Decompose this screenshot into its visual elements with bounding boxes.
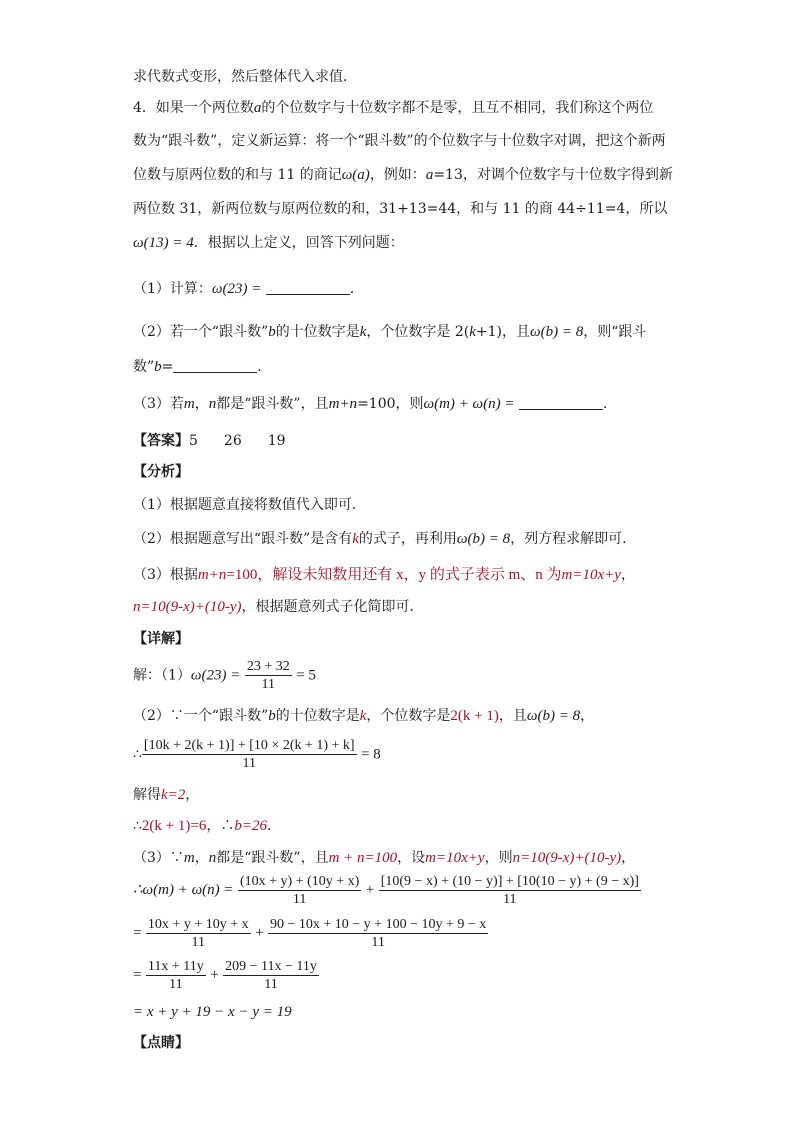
problem-line-2: 数为“跟斗数”，定义新运算：将一个“跟斗数”的个位数字与十位数字对调，把这个新两: [133, 133, 666, 149]
answer-blank-3[interactable]: [519, 395, 603, 410]
problem-number: 4．: [133, 100, 156, 116]
detail-step-3: ∴ $\frac{[10k + 2(k + 1)] + [10 \times 2(k + 1) + k]}{11}$ = 8: [133, 738, 381, 771]
answer-value-1: 5: [189, 433, 198, 449]
question-3: （3）若m，n都是“跟斗数”，且m+n=100，则ω(m) + ω(n) = ．: [133, 396, 617, 412]
fraction: $\frac{90 - 10x + 10 - y + 100 - 10y + 9 - x}{11}$: [269, 916, 487, 950]
question-1: （1）计算：ω(23) = ．: [133, 281, 364, 297]
analysis-line-2: （2）根据题意写出“跟斗数”是含有k的式子，再利用ω(b) = 8，列方程求解即可．: [133, 531, 637, 547]
fraction: $\frac{(10x + y) + (10y + x)}{11}$: [240, 873, 360, 907]
fraction: $\frac{[10(9 - x) + (10 - y)] + [10(10 - y) + (9 - x)]}{11}$: [380, 873, 639, 907]
detail-step-4: 解得k=2，: [133, 787, 200, 803]
analysis-line-3: （3）根据m+n=100，解设未知数用还有 x，y 的式子表示 m、n 为m=10x+y，: [133, 567, 635, 583]
intro-tail: 求代数式变形，然后整体代入求值．: [133, 69, 357, 85]
question-2-line-2: 数”b= ．: [133, 359, 272, 375]
problem-line-1: 4．如果一个两位数a的个位数字与十位数字都不是零，且互不相同，我们称这个两位: [133, 100, 654, 116]
detail-step-1: 解：（1）ω(23) = $\frac{23 + 32}{11}$ = 5: [133, 659, 316, 692]
fraction: $\frac{10x + y + 10y + x}{11}$: [147, 916, 249, 950]
fraction: $\frac{209 - 11x - 11y}{11}$: [225, 958, 317, 992]
analysis-line-4: n=10(9-x)+(10-y)，根据题意列式子化简即可．: [133, 599, 424, 615]
detail-step-7: ∴ω(m) + ω(n) = $\frac{(10x + y) + (10y + x)}{11}$ + $\frac{[10(9 - x) + (10 - y)] + [10(10 - y) + (9 - x)]}{11}$: [133, 873, 639, 907]
fraction: $\frac{11x + 11y}{11}$: [147, 958, 204, 992]
detail-step-6: （3）∵m，n都是“跟斗数”，且m + n=100，设m=10x+y，则n=10(9-x)+(10-y)，: [133, 850, 636, 866]
answer-value-3: 19: [267, 433, 286, 449]
problem-line-3: 位数与原两位数的和与 11 的商记ω(a)，例如：a=13，对调个位数字与十位数字得到新: [133, 167, 673, 183]
fraction: $\frac{[10k + 2(k + 1)] + [10 \times 2(k + 1) + k]}{11}$: [143, 738, 355, 771]
question-2: （2）若一个“跟斗数”b的十位数字是k，个位数字是 2(k+1)，且ω(b) = 8，则“跟斗: [133, 324, 647, 340]
analysis-label: 【分析】: [133, 464, 189, 480]
detail-step-5: ∴2(k + 1)=6，∴b=26．: [133, 818, 281, 834]
answer-value-2: 26: [223, 433, 242, 449]
detail-label: 【详解】: [133, 631, 189, 647]
detail-step-10: = x + y + 19 − x − y = 19: [133, 1004, 292, 1020]
answer-blank-1[interactable]: [266, 280, 350, 295]
fraction: $\frac{23 + 32}{11}$: [246, 659, 290, 692]
analysis-line-1: （1）根据题意直接将数值代入即可．: [133, 497, 366, 513]
detail-step-2: （2）∵一个“跟斗数”b的十位数字是k，个位数字是2(k + 1)，且ω(b) = 8，: [133, 708, 595, 724]
detail-step-8: = $\frac{10x + y + 10y + x}{11}$ + $\frac{90 - 10x + 10 - y + 100 - 10y + 9 - x}{11}$: [133, 916, 487, 950]
next-section-label: 【点睛】: [133, 1035, 189, 1051]
detail-step-9: = $\frac{11x + 11y}{11}$ + $\frac{209 - 11x - 11y}{11}$: [133, 958, 317, 992]
problem-line-4: 两位数 31，新两位数与原两位数的和，31+13=44，和与 11 的商 44÷11=4，所以: [133, 201, 668, 217]
answer-line: [133, 432, 286, 450]
answer-blank-2[interactable]: [173, 358, 257, 373]
problem-line-5: ω(13) = 4．根据以上定义，回答下列问题：: [133, 235, 404, 251]
answer-label: 【答案】: [133, 433, 189, 449]
